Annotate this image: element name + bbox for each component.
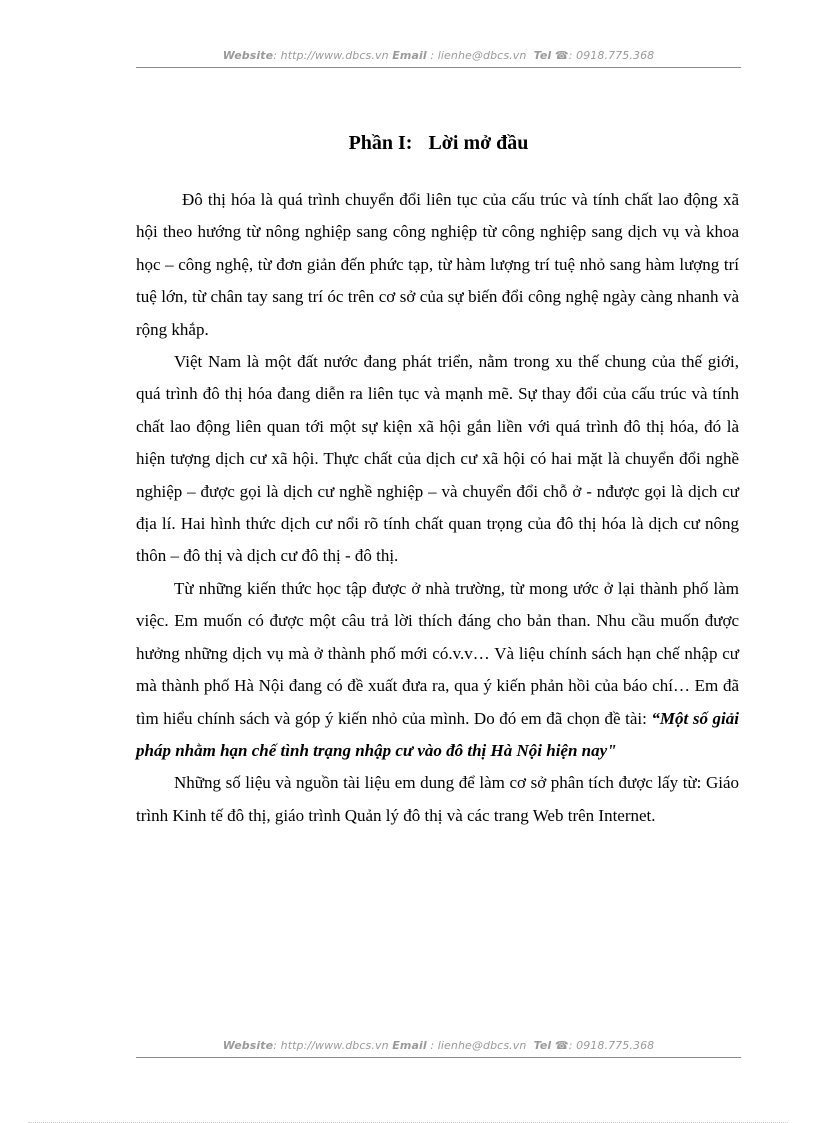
header-rule (136, 67, 741, 68)
paragraph-2: Việt Nam là một đất nước đang phát triển, nằm trong xu thế chung của thế giới, quá trình đô thị hóa đang diễn ra liên tục và mạnh mẽ. Sự thay đổi của cấu trúc và tính chất lao động liên quan tới một sự kiện xã hội gắn liền với quá trình đô thị hóa, đó là hiện tượng dịch cư xã hội. Thực chất của dịch cư xã hội có hai mặt là chuyển đổi nghề nghiệp – được gọi là dịch cư nghề nghiệp – và chuyển đổi chỗ ở - nđược gọi là dịch cư địa lí. Hai hình thức dịch cư nổi rõ tính chất quan trọng của đô thị hóa là dịch cư nông thôn – đô thị và dịch cư đô thị - đô thị. (136, 352, 739, 566)
page-header (136, 49, 741, 62)
footer-website-label: Website (222, 1039, 274, 1052)
header-email-value: lienhe@dbcs.vn (437, 49, 527, 62)
paragraph-1: Đô thị hóa là quá trình chuyển đổi liên tục của cấu trúc và tính chất lao động xã hội theo hướng từ nông nghiệp sang công nghiệp từ công nghiệp sang dịch vụ và khoa học – công nghệ, từ đơn giản đến phức tạp, từ hàm lượng trí tuệ nhỏ sang hàm lượng trí tuệ lớn, từ chân tay sang trí óc trên cơ sở của sự biến đổi công nghệ ngày càng nhanh và rộng khắp. (136, 190, 739, 339)
footer-email-value: lienhe@dbcs.vn (437, 1039, 527, 1052)
footer-tel-label: Tel (533, 1039, 552, 1052)
document-body (136, 184, 739, 832)
thesis-topic: “Một số giải pháp nhằm hạn chế tình trạng nhập cư vào đô thị Hà Nội hiện nay" (136, 708, 739, 760)
footer-website-sep: : (273, 1039, 281, 1052)
title-name: Lời mở đầu (428, 132, 529, 154)
paragraph-3 (136, 573, 739, 767)
page-footer (136, 1039, 741, 1052)
footer-website-url: http://www.dbcs.vn (280, 1039, 389, 1052)
title-part: Phần I: (348, 132, 413, 154)
footer-email-label: Email (392, 1039, 427, 1052)
footer-tel-value: : 0918.775.368 (568, 1039, 655, 1052)
paragraph-3-text: Từ những kiến thức học tập được ở nhà trường, từ mong ước ở lại thành phố làm việc. Em muốn có được một câu trả lời thích đáng cho bản than. Nhu cầu muốn được hưởng những dịch vụ mà ở thành phố mới có.v.v… Và liệu chính sách hạn chế nhập cư mà thành phố Hà Nội đang có đề xuất đưa ra, qua ý kiến phản hồi của báo chí… Em đã tìm hiểu chính sách và góp ý kiến nhỏ của mình. Do đó em đã chọn đề tài: (136, 578, 739, 728)
header-email-sep: : (426, 49, 438, 62)
paragraph-4: Những số liệu và nguồn tài liệu em dung để làm cơ sở phân tích được lấy từ: Giáo trình Kinh tế đô thị, giáo trình Quản lý đô thị và các trang Web trên Internet. (136, 773, 739, 825)
header-tel-label: Tel (533, 49, 552, 62)
phone-icon: ☎ (554, 49, 569, 62)
header-website-label: Website (222, 49, 274, 62)
page-title (136, 132, 741, 155)
header-tel-value: : 0918.775.368 (568, 49, 655, 62)
phone-icon: ☎ (554, 1039, 569, 1052)
header-website-url: http://www.dbcs.vn (280, 49, 389, 62)
header-email-label: Email (392, 49, 427, 62)
footer-rule (136, 1057, 741, 1058)
footer-email-sep: : (426, 1039, 438, 1052)
header-website-sep: : (273, 49, 281, 62)
